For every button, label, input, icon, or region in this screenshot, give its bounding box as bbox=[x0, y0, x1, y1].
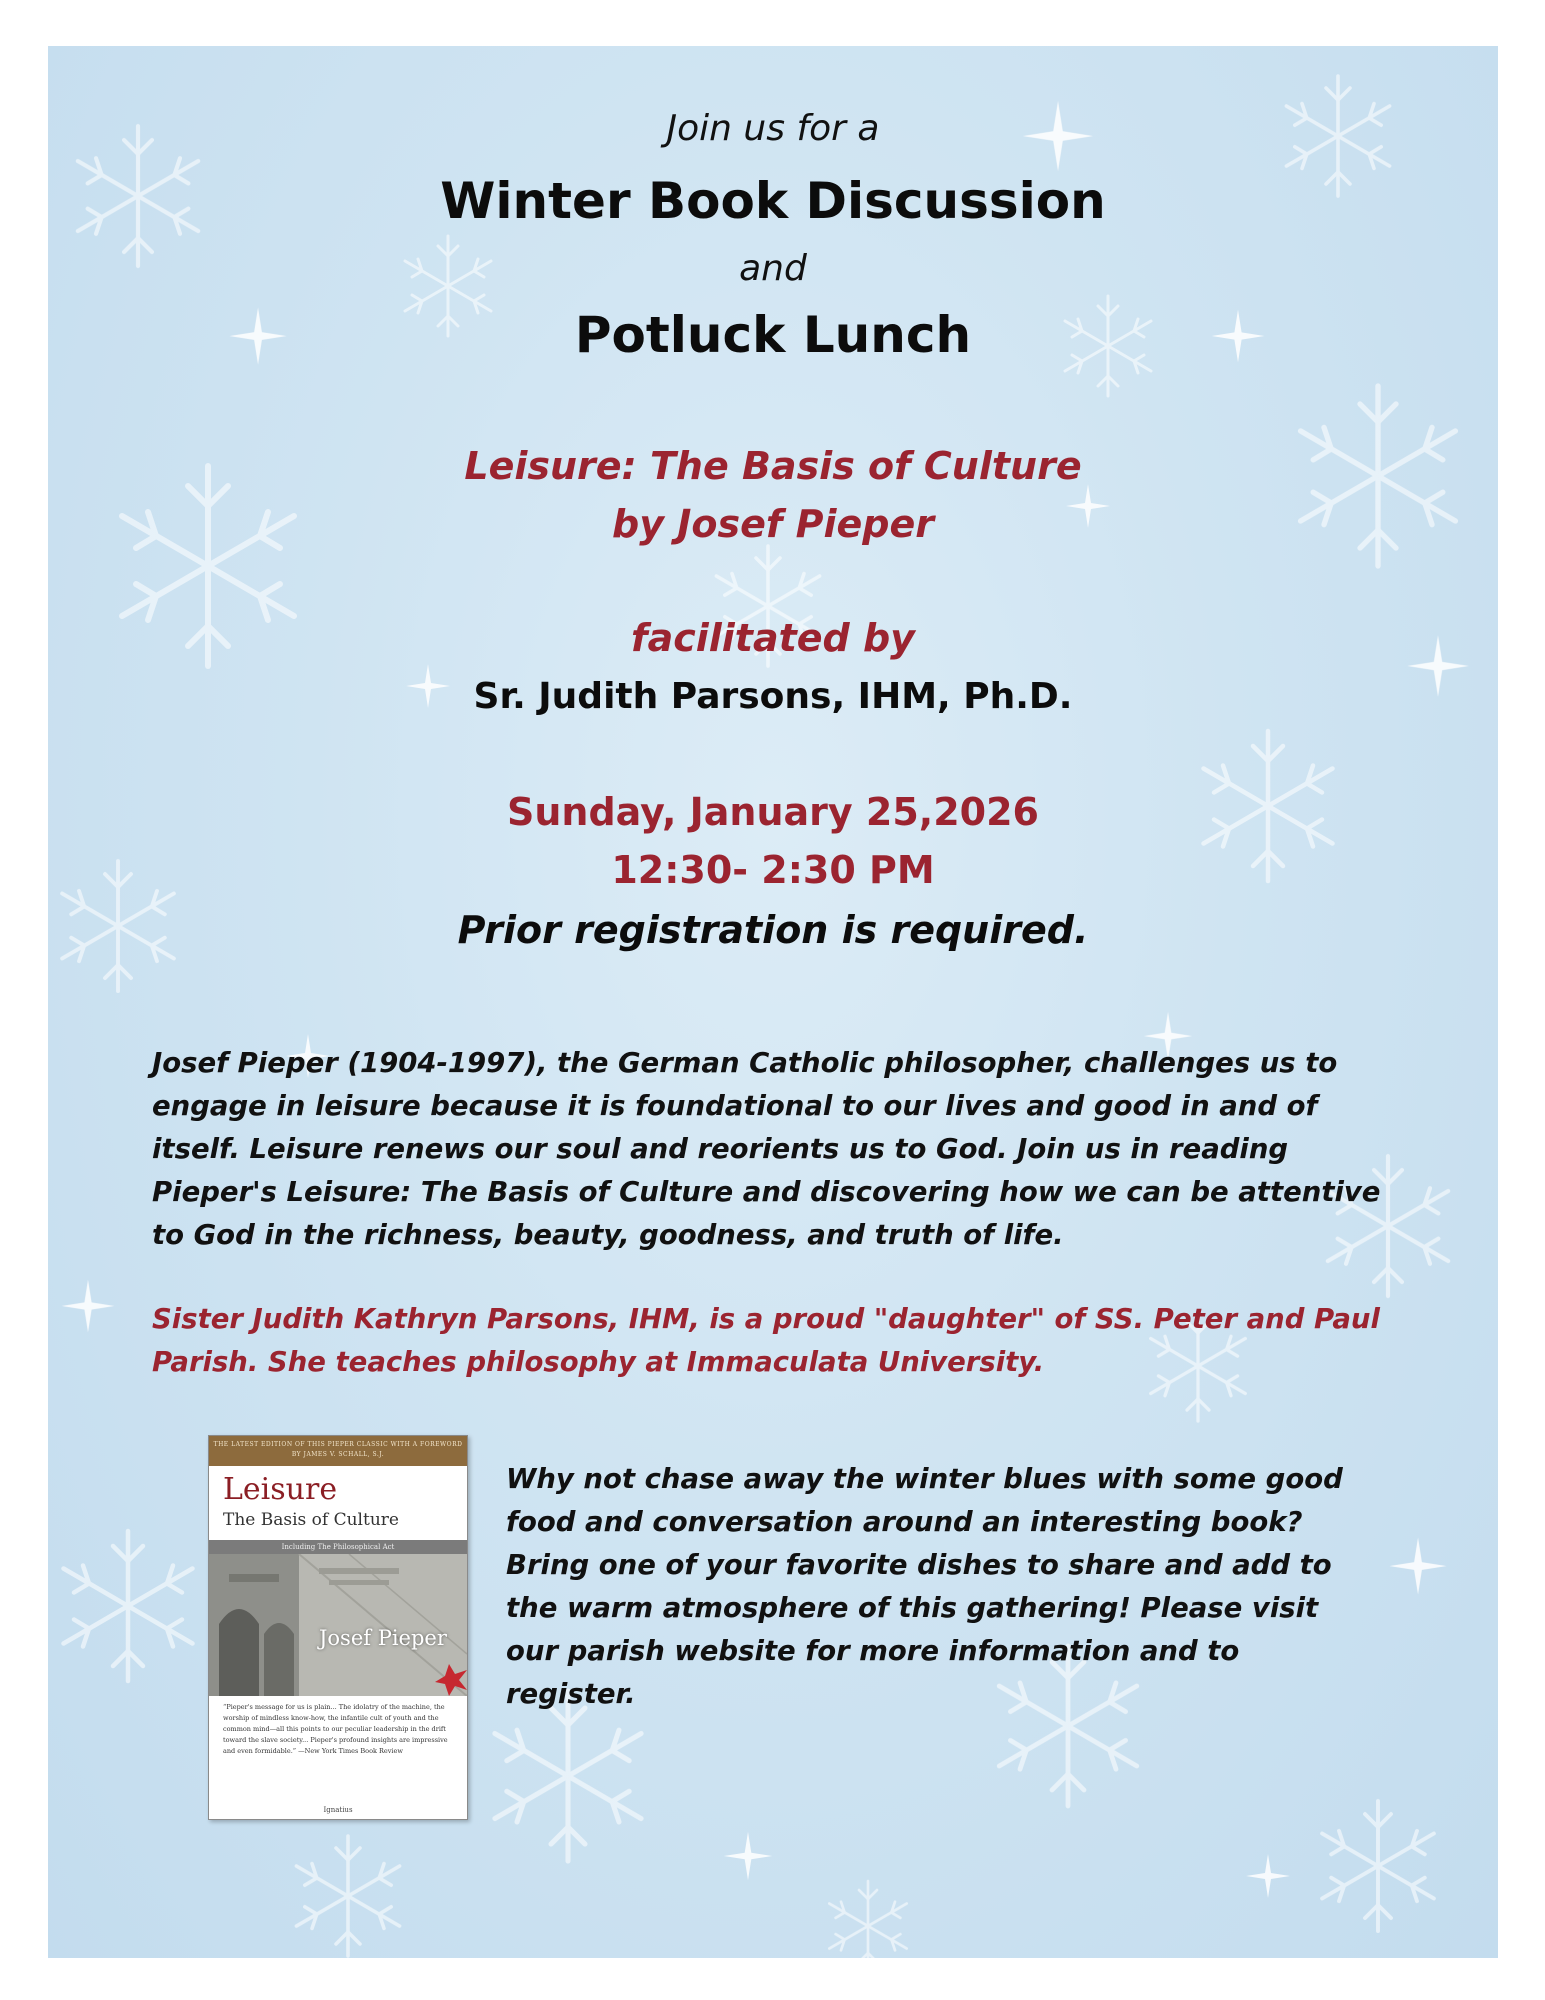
description-paragraph: Josef Pieper (1904-1997), the German Catholic philosopher, challenges us to engage in leisure because it is foundational to our lives and good in and of itself. Leisure renews our soul and reorients us to God. Join us in reading Pieper's Leisure: The Basis of Culture and discovering how we can be attentive to God in the richness, beauty, goodness, and truth of life. bbox=[152, 1047, 1381, 1251]
cover-publisher: Ignatius bbox=[323, 1806, 353, 1814]
book-author: by Josef Pieper bbox=[612, 502, 934, 546]
cover-quote: “Pieper's message for us is plain... The idolatry of the machine, the worship of mindless know-how, the infantile cult of youth and the common mind—all this points to our peculiar leadership in the drift toward the slave society... Pieper's profound insights are impressive and even formidable.” —New York Times Book Review bbox=[223, 1703, 448, 1755]
facilitator-label: facilitated by bbox=[631, 616, 915, 660]
cover-architecture-photo bbox=[209, 1554, 467, 1696]
invitation-paragraph: Why not chase away the winter blues with some good food and conversation around an interesting book? Bring one of your favorite dishes to share and add to the warm atmosphere of this gathering! Please visit our parish website for more information and to register. bbox=[506, 1463, 1343, 1710]
cover-title: Leisure bbox=[223, 1472, 338, 1507]
facilitator-name: Sr. Judith Parsons, IHM, Ph.D. bbox=[473, 676, 1073, 717]
event-title: Winter Book Discussion bbox=[440, 172, 1106, 230]
cover-subtitle: The Basis of Culture bbox=[223, 1510, 399, 1530]
book-title: Leisure: The Basis of Culture bbox=[464, 444, 1082, 488]
cover-author: Josef Pieper bbox=[319, 1626, 447, 1650]
book-cover-image bbox=[208, 1435, 468, 1820]
event-time: 12:30- 2:30 PM bbox=[611, 848, 935, 892]
flyer-content bbox=[48, 46, 1498, 1958]
cover-banner-text: THE LATEST EDITION OF THIS PIEPER CLASSIC WITH A FOREWORD BY JAMES V. SCHALL, S.J. bbox=[213, 1441, 463, 1458]
facilitator-bio: Sister Judith Kathryn Parsons, IHM, is a proud "daughter" of SS. Peter and Paul Parish. She teaches philosophy at Immaculata University. bbox=[152, 1303, 1380, 1378]
event-subtitle: Potluck Lunch bbox=[574, 306, 972, 364]
registration-note: Prior registration is required. bbox=[457, 908, 1089, 952]
cover-including: Including The Philosophical Act bbox=[209, 1540, 467, 1554]
intro-text: Join us for a bbox=[666, 108, 880, 149]
conjunction-text: and bbox=[739, 248, 807, 289]
event-date: Sunday, January 25,2026 bbox=[507, 790, 1039, 834]
flyer bbox=[48, 46, 1498, 1958]
